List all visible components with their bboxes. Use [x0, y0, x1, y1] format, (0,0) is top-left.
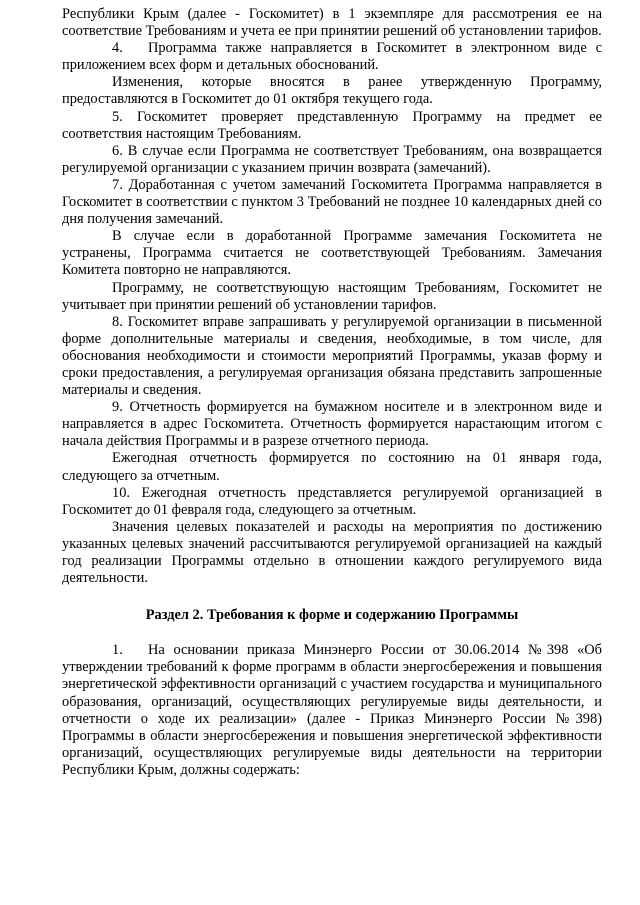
section2-item-1-text: На основании приказа Минэнерго России от 30.06.2014 №398 «Об утверждении требований к форме программ в области энергосбережения и повышения энергетической эффективности организаций с участием государства и муниципального образования, организаций, осуществляющих регулируемые виды деятельности, и отчетности о ходе их реализации» (далее - Приказ Минэнерго России №398) Программы в области энергосбережения и повышения энергетической эффективности организаций, осуществляющих регулируемые виды деятельности на территории Республики Крым, должны содержать:: [62, 642, 602, 778]
document-page: [62, 6, 602, 779]
paragraph-item-8: 8. Госкомитет вправе запрашивать у регулируемой организации в письменной форме дополнительные материалы и сведения, необходимые, в том числе, для обоснования необходимости и стоимости мероприятий Программы, указав форму и сроки предоставления, а регулируемая организация обязана представить запрошенные материалы и сведения.: [62, 313, 602, 399]
paragraph-target-values: Значения целевых показателей и расходы на мероприятия по достижению указанных целевых значений рассчитываются регулируемой организацией на каждый год реализации Программы отдельно в отношении каждого регулируемого вида деятельности.: [62, 518, 602, 587]
paragraph-item-5: 5. Госкомитет проверяет представленную Программу на предмет ее соответствия настоящим Требованиям.: [62, 108, 602, 142]
paragraph-changes: Изменения, которые вносятся в ранее утвержденную Программу, предоставляются в Госкомитет до 01 октября текущего года.: [62, 74, 602, 108]
section-heading: Раздел 2. Требования к форме и содержанию Программы: [145, 607, 519, 624]
item-4-text: Программа также направляется в Госкомитет в электронном виде с приложением всех форм и детальных обоснований.: [62, 40, 602, 74]
paragraph-annual-report: Ежегодная отчетность формируется по состоянию на 01 января года, следующего за отчетным.: [62, 450, 602, 484]
paragraph-not-considered: Программу, не соответствующую настоящим Требованиям, Госкомитет не учитывает при принятии решений об установлении тарифов.: [62, 279, 602, 313]
paragraph-item-7: 7. Доработанная с учетом замечаний Госкомитета Программа направляется в Госкомитет в соответствии с пунктом 3 Требований не позднее 10 календарных дней со дня получения замечаний.: [62, 176, 602, 228]
paragraph-item-9: 9. Отчетность формируется на бумажном носителе и в электронном виде и направляется в адрес Госкомитета. Отчетность формируется нарастающим итогом с начала действия Программы и в разрезе отчетного периода.: [62, 399, 602, 450]
paragraph-intro: Республики Крым (далее - Госкомитет) в 1 экземпляре для рассмотрения ее на соответствие Требованиям и учета ее при принятии решений об установлении тарифов.: [62, 6, 602, 40]
paragraph-item-10: 10. Ежегодная отчетность представляется регулируемой организацией в Госкомитет до 01 февраля года, следующего за отчетным.: [62, 484, 602, 518]
paragraph-item-6: 6. В случае если Программа не соответствует Требованиям, она возвращается регулируемой организации с указанием причин возврата (замечаний).: [62, 142, 602, 176]
paragraph-section2-item-1: [62, 642, 602, 779]
paragraph-item-4: [62, 40, 602, 74]
section2-item-1-number: 1.: [112, 642, 123, 659]
item-4-number: 4.: [112, 40, 123, 57]
paragraph-not-fixed: В случае если в доработанной Программе замечания Госкомитета не устранены, Программа считается не соответствующей Требованиям. Замечания Комитета повторно не направляются.: [62, 228, 602, 279]
